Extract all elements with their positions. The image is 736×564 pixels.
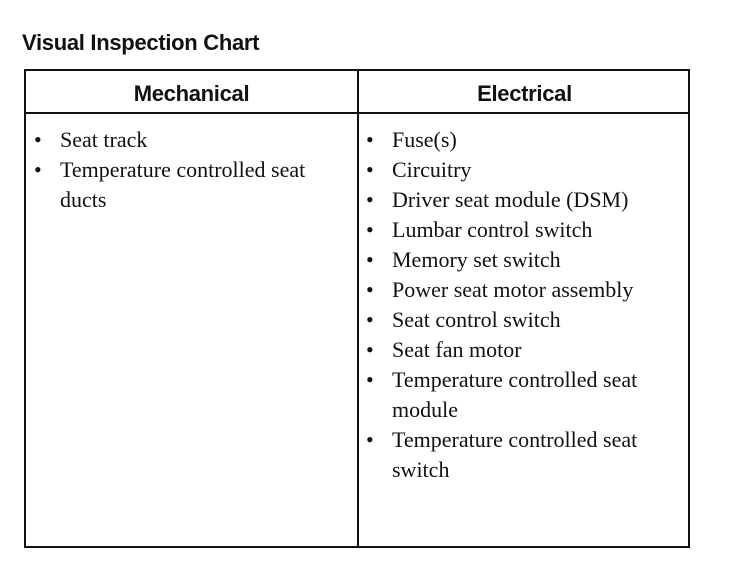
mechanical-column-header: Mechanical xyxy=(133,81,250,106)
mechanical-item-list xyxy=(34,125,352,215)
list-item-text: Memory set switch xyxy=(392,247,561,272)
list-item-text: Seat track xyxy=(60,127,148,152)
list-item-text: Lumbar control switch xyxy=(392,217,593,242)
bullet-icon: • xyxy=(34,157,42,182)
column-divider xyxy=(357,71,359,546)
electrical-column-header: Electrical xyxy=(477,81,572,106)
bullet-icon: • xyxy=(366,277,374,302)
bullet-icon: • xyxy=(366,157,374,182)
bullet-icon: • xyxy=(366,367,374,392)
list-item-text: Driver seat module (DSM) xyxy=(392,187,629,212)
inspection-table xyxy=(24,69,690,548)
bullet-icon: • xyxy=(366,307,374,332)
list-item-text: Temperature controlled seat switch xyxy=(392,427,638,482)
list-item xyxy=(34,125,352,155)
list-item xyxy=(34,155,352,215)
bullet-icon: • xyxy=(366,337,374,362)
bullet-icon: • xyxy=(366,247,374,272)
electrical-item-list xyxy=(366,125,684,485)
bullet-icon: • xyxy=(366,217,374,242)
bullet-icon: • xyxy=(366,427,374,452)
list-item-text: Seat fan motor xyxy=(392,337,522,362)
bullet-icon: • xyxy=(366,187,374,212)
list-item-text: Circuitry xyxy=(392,157,472,182)
bullet-icon: • xyxy=(366,127,374,152)
list-item-text: Temperature controlled seat ducts xyxy=(60,157,306,212)
list-item xyxy=(366,155,684,185)
list-item-text: Temperature controlled seat module xyxy=(392,367,638,422)
list-item xyxy=(366,125,684,155)
page-title: Visual Inspection Chart xyxy=(22,30,260,55)
list-item-text: Power seat motor assembly xyxy=(392,277,634,302)
list-item-text: Seat control switch xyxy=(392,307,561,332)
bullet-icon: • xyxy=(34,127,42,152)
list-item-text: Fuse(s) xyxy=(392,127,457,152)
list-item xyxy=(366,305,684,335)
list-item xyxy=(366,365,684,425)
list-item xyxy=(366,275,684,305)
list-item xyxy=(366,335,684,365)
list-item xyxy=(366,245,684,275)
list-item xyxy=(366,185,684,215)
header-divider xyxy=(26,112,688,114)
list-item xyxy=(366,215,684,245)
list-item xyxy=(366,425,684,485)
